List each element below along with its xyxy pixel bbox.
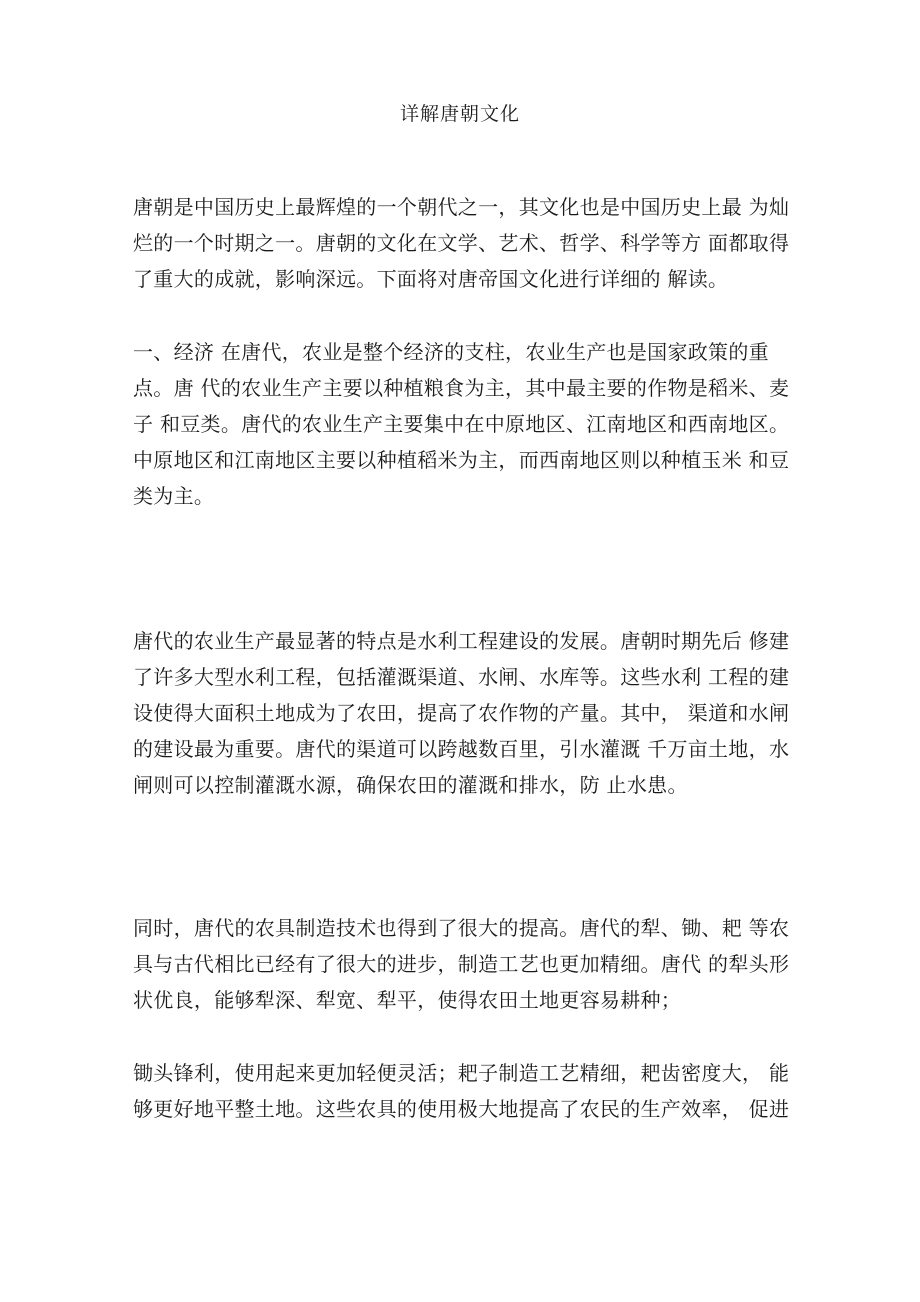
text-line: 了重大的成就，影响深远。下面将对唐帝国文化进行详细的 解读。 bbox=[133, 267, 729, 291]
text-line: 锄头锋利，使用起来更加轻便灵活；耙子制造工艺精细，耙齿密度大， 能 bbox=[133, 1061, 790, 1085]
text-line: 烂的一个时期之一。唐朝的文化在文学、艺术、哲学、科学等方 面都取得 bbox=[133, 231, 790, 255]
text-line: 状优良，能够犁深、犁宽、犁平，使得农田土地更容易耕种； bbox=[133, 988, 682, 1012]
text-line: 够更好地平整土地。这些农具的使用极大地提高了农民的生产效率， 促进 bbox=[133, 1097, 790, 1121]
paragraph-intro bbox=[133, 189, 813, 297]
text-line: 一、经济 在唐代，农业是整个经济的支柱，农业生产也是国家政策的重 bbox=[133, 340, 769, 364]
text-line: 闸则可以控制灌溉水源，确保农田的灌溉和排水，防 止水患。 bbox=[133, 773, 688, 797]
text-line: 了许多大型水利工程，包括灌溉渠道、水闸、水库等。这些水利 工程的建 bbox=[133, 665, 790, 689]
paragraph-farm-tools bbox=[133, 910, 813, 1018]
paragraph-economy bbox=[133, 334, 813, 514]
text-line: 设使得大面积土地成为了农田，提高了农作物的产量。其中， 渠道和水闸 bbox=[133, 701, 790, 725]
text-line: 子 和豆类。唐代的农业生产主要集中在中原地区、江南地区和西南地区。 bbox=[133, 412, 790, 436]
paragraph-water-works bbox=[133, 623, 813, 803]
text-line: 中原地区和江南地区主要以种植稻米为主，而西南地区则以种植玉米 和豆 bbox=[133, 448, 790, 472]
text-line: 具与古代相比已经有了很大的进步，制造工艺也更加精细。唐代 的犁头形 bbox=[133, 952, 790, 976]
document-title: 详解唐朝文化 bbox=[399, 103, 520, 125]
text-line: 唐代的农业生产最显著的特点是水利工程建设的发展。唐朝时期先后 修建 bbox=[133, 629, 790, 653]
text-line: 点。唐 代的农业生产主要以种植粮食为主，其中最主要的作物是稻米、麦 bbox=[133, 376, 790, 400]
paragraph-farm-tools-continued bbox=[133, 1055, 813, 1127]
text-line: 类为主。 bbox=[133, 484, 215, 508]
text-line: 的建设最为重要。唐代的渠道可以跨越数百里，引水灌溉 千万亩土地，水 bbox=[133, 737, 790, 761]
text-line: 唐朝是中国历史上最辉煌的一个朝代之一，其文化也是中国历史上最 为灿 bbox=[133, 195, 790, 219]
text-line: 同时，唐代的农具制造技术也得到了很大的提高。唐代的犁、锄、耙 等农 bbox=[133, 916, 790, 940]
